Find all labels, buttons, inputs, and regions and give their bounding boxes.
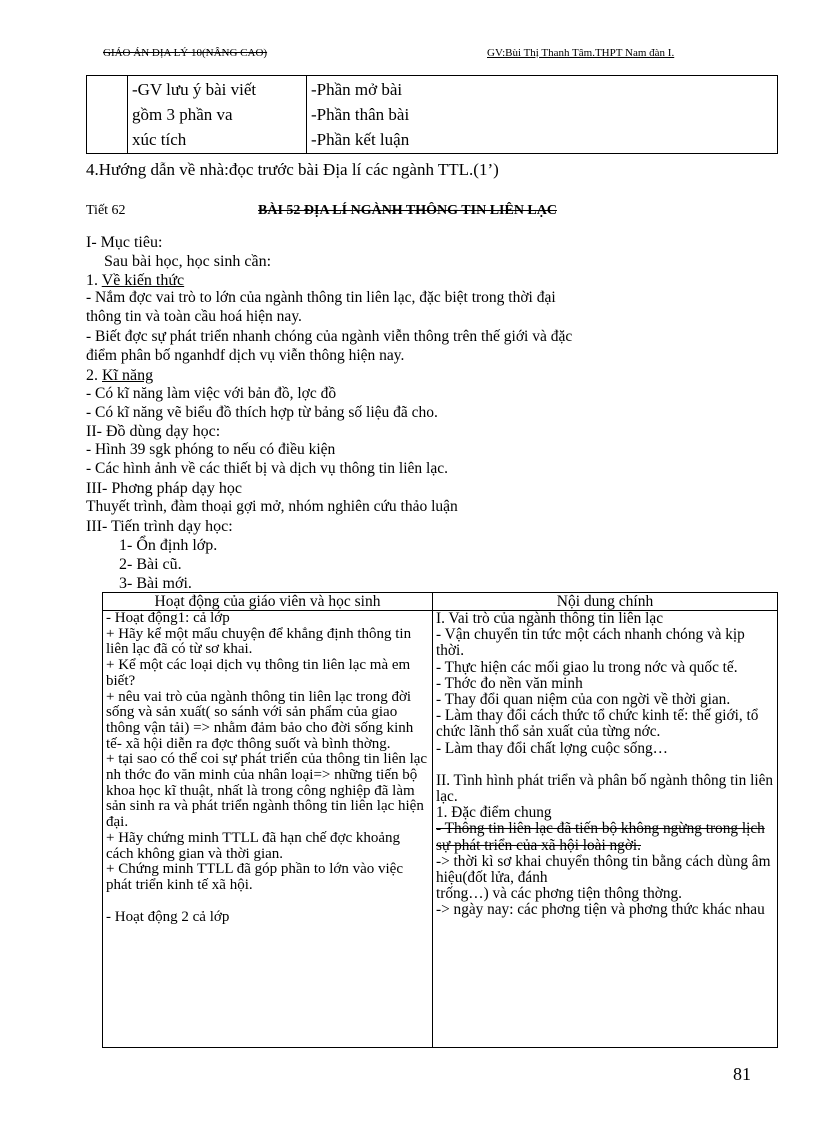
body-line: - Nắm đợc vai trò to lớn của ngành thông tin liên lạc, đặc biệt trong thời đại bbox=[86, 289, 556, 306]
content-line: -> thời kì sơ khai chuyển thông tin bằng cách dùng âm hiệu(đốt lửa, đánh bbox=[436, 852, 771, 887]
body-line: - Biết đợc sự phát triển nhanh chóng của ngành viễn thông trên thế giới và đặc bbox=[86, 328, 573, 345]
content-line: - Thớc đo nền văn minh bbox=[436, 674, 583, 692]
header-left: GIÁO ÁN ĐỊA LÝ 10(NÂNG CAO) bbox=[103, 47, 268, 59]
knowledge-number: 1. bbox=[86, 272, 102, 289]
objectives-heading: I- Mục tiêu: bbox=[86, 234, 163, 251]
activity-line: + nêu vai trò của ngành thông tin liên lạc trong đời sống và sản xuất( so sánh với sản phẩm của giao thông vận tải) => nhằm đảm bảo cho đời sống kinh tế- xã hội diễn ra đợc thông suốt và bình thờng. bbox=[106, 688, 414, 752]
top-table-col2 bbox=[128, 76, 307, 154]
content-line: - Làm thay đổi chất lợng cuộc sống… bbox=[436, 739, 668, 757]
content-line: - Vận chuyển tin tức một cách nhanh chóng và kịp thời. bbox=[436, 626, 745, 660]
body-line: điểm phân bố nganhdf dịch vụ viễn thông hiện nay. bbox=[86, 347, 405, 364]
body-line: - Có kĩ năng vẽ biểu đồ thích hợp từ bảng số liệu đã cho. bbox=[86, 404, 438, 421]
lesson-table bbox=[102, 592, 778, 1048]
content-line: 1. Đặc điểm chung bbox=[436, 804, 552, 822]
methods-heading: III- Phơng pháp dạy học bbox=[86, 480, 242, 497]
top-col2-line: -GV lưu ý bài viết bbox=[132, 80, 257, 99]
knowledge-label: Về kiến thức bbox=[101, 272, 185, 289]
table-header-content: Nội dung chính bbox=[433, 593, 778, 611]
skills-label: Kĩ năng bbox=[102, 367, 154, 384]
knowledge-heading bbox=[86, 271, 184, 290]
activity-line: - Hoạt động 2 cả lớp bbox=[106, 908, 230, 925]
top-col2-line: gồm 3 phần va bbox=[132, 105, 233, 124]
body-line: - Các hình ảnh về các thiết bị và dịch vụ thông tin liên lạc. bbox=[86, 460, 448, 477]
body-line: Thuyết trình, đàm thoại gợi mở, nhóm nghiên cứu thảo luận bbox=[86, 498, 458, 515]
top-col3-line: -Phần thân bài bbox=[311, 105, 410, 124]
process-heading: III- Tiến trình dạy học: bbox=[86, 518, 233, 535]
content-cell bbox=[433, 611, 778, 1048]
table-header-activities: Hoạt động của giáo viên và học sinh bbox=[103, 593, 433, 611]
body-line: - Có kĩ năng làm việc với bản đồ, lợc đồ bbox=[86, 385, 337, 402]
activity-line: - Hoạt động1: cả lớp bbox=[106, 610, 230, 626]
lesson-title: BÀI 52 ĐỊA LÍ NGÀNH THÔNG TIN LIÊN LẠC bbox=[258, 203, 557, 218]
activity-line: + Hãy chứng minh TTLL đã hạn chế đợc khoảng cách không gian và thời gian. bbox=[106, 829, 401, 862]
activity-line: + tại sao có thể coi sự phát triển của thông tin liên lạc nh thớc đo văn minh của nhân loại=> những tiến bộ khoa học kĩ thuật, nhất là trong công nghiệp đã làm sản sinh ra và phát triển ngành thông tin liên lạc hiện đại. bbox=[106, 751, 428, 831]
content-line: - Làm thay đổi cách thức tổ chức kinh tế: thế giới, tổ chức lãnh thổ sản xuất của từng nớc. bbox=[436, 707, 759, 741]
top-col3-line: -Phần kết luận bbox=[311, 130, 410, 149]
page-number: 81 bbox=[733, 1064, 751, 1084]
lesson-number: Tiết 62 bbox=[86, 203, 126, 218]
content-line: -> ngày nay: các phơng tiện và phơng thức khác nhau bbox=[436, 901, 765, 919]
content-line: - Thông tin liên lạc đã tiến bộ không ngừng trong lịch sự phát triển của xã hội loài ngời. bbox=[436, 820, 765, 854]
content-line: trống…) và các phơng tiện thông thờng. bbox=[436, 885, 683, 903]
content-line: I. Vai trò của ngành thông tin liên lạc bbox=[436, 610, 663, 627]
activity-line: + Hãy kể một mẩu chuyện để khẳng định thông tin liên lạc đã có từ sơ khai. bbox=[106, 625, 412, 658]
content-line: - Thay đổi quan niệm của con ngời về thời gian. bbox=[436, 691, 731, 709]
top-table-col3 bbox=[307, 76, 778, 154]
header-right: GV:Bùi Thị Thanh Tâm.THPT Nam đàn I. bbox=[487, 47, 675, 59]
process-step: 3- Bài mới. bbox=[119, 575, 192, 592]
skills-number: 2. bbox=[86, 367, 102, 384]
body-line: thông tin và toàn cầu hoá hiện nay. bbox=[86, 308, 302, 325]
content-line: II. Tình hình phát triển và phân bố ngành thông tin liên lạc. bbox=[436, 771, 774, 806]
body-line: Sau bài học, học sinh cần: bbox=[104, 253, 272, 270]
body-line: - Hình 39 sgk phóng to nếu có điều kiện bbox=[86, 441, 336, 458]
activity-line: + Kể một các loại dịch vụ thông tin liên lạc mà em biết? bbox=[106, 657, 411, 689]
top-col2-line: xúc tích bbox=[132, 130, 187, 149]
activities-cell bbox=[103, 611, 433, 1048]
top-table-empty-cell bbox=[87, 76, 128, 154]
activity-line: + Chứng minh TTLL đã góp phần to lớn vào việc phát triển kinh tế xã hội. bbox=[106, 861, 403, 893]
process-step: 1- Ổn định lớp. bbox=[119, 537, 218, 554]
process-step: 2- Bài cũ. bbox=[119, 556, 182, 573]
homework-line: 4.Hướng dẫn về nhà:đọc trước bài Địa lí các ngành TTL.(1’) bbox=[86, 160, 499, 179]
top-col3-line: -Phần mở bài bbox=[311, 80, 403, 99]
top-table bbox=[86, 75, 778, 154]
materials-heading: II- Đồ dùng dạy học: bbox=[86, 423, 221, 440]
content-line: - Thực hiện các mối giao lu trong nớc và quốc tế. bbox=[436, 658, 738, 676]
skills-heading bbox=[86, 366, 153, 385]
